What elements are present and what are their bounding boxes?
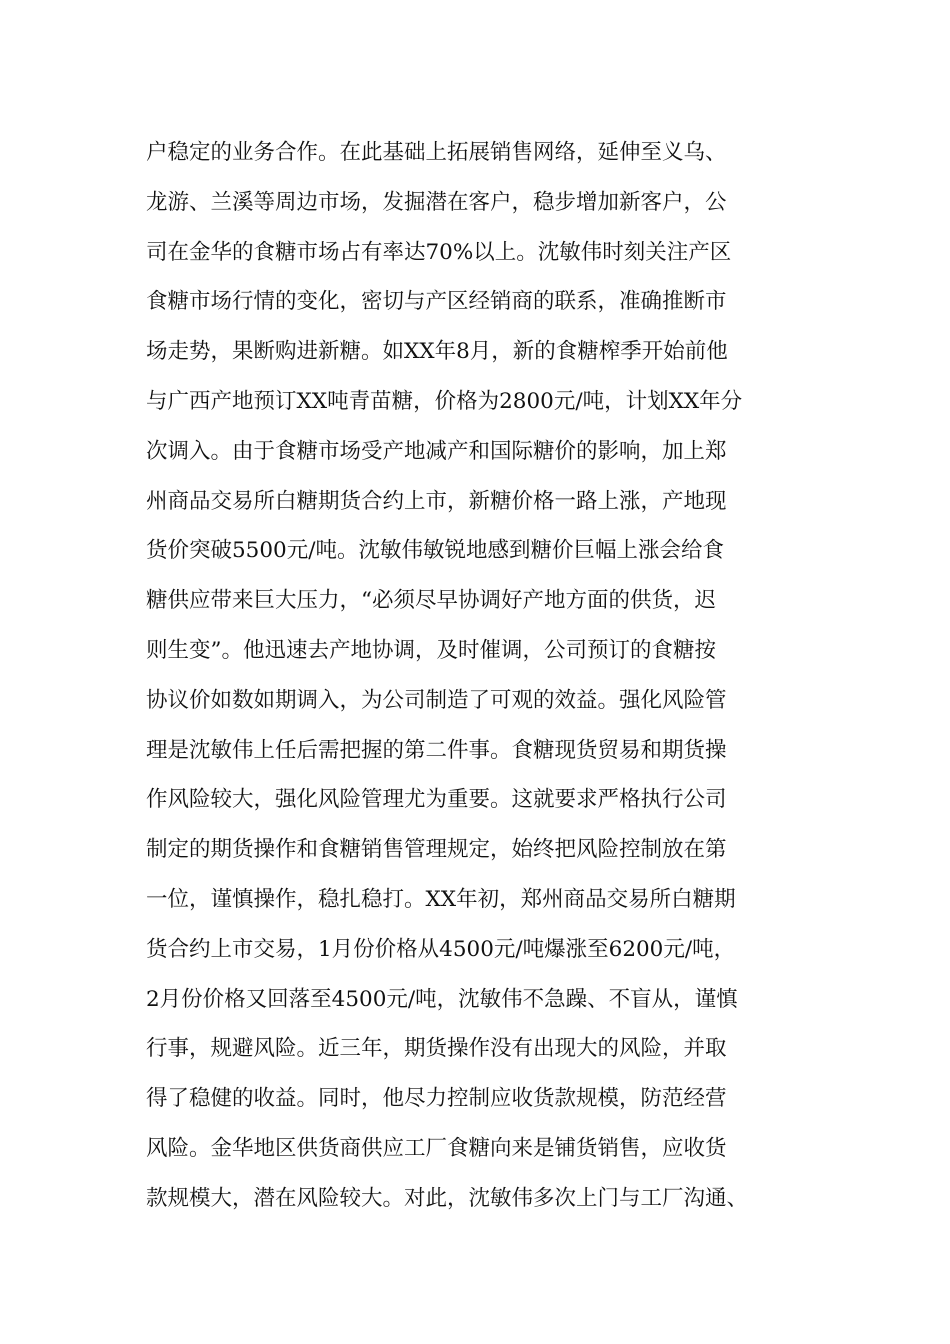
- text-line: 食糖市场行情的变化，密切与产区经销商的联系，准确推断市: [146, 289, 727, 315]
- text-line: 作风险较大，强化风险管理尤为重要。这就要求严格执行公司: [146, 787, 727, 813]
- text-line: 场走势，果断购进新糖。如XX年8月，新的食糖榨季开始前他: [146, 339, 728, 365]
- body-text: [146, 128, 826, 1224]
- text-line: 一位，谨慎操作，稳扎稳打。XX年初，郑州商品交易所白糖期: [146, 886, 736, 912]
- text-line: 与广西产地预订XX吨青苗糖，价格为2800元/吨，计划XX年分: [146, 388, 743, 414]
- text-line: 制定的期货操作和食糖销售管理规定，始终把风险控制放在第: [146, 837, 727, 863]
- text-line: 龙游、兰溪等周边市场，发掘潜在客户，稳步增加新客户，公: [146, 189, 727, 215]
- text-line: 风险。金华地区供货商供应工厂食糖向来是铺货销售，应收货: [146, 1135, 727, 1161]
- text-line: 货价突破5500元/吨。沈敏伟敏锐地感到糖价巨幅上涨会给食: [146, 538, 724, 564]
- text-line: 司在金华的食糖市场占有率达70%以上。沈敏伟时刻关注产区: [146, 239, 732, 265]
- text-line: 则生变”。他迅速去产地协调，及时催调，公司预订的食糖按: [146, 637, 716, 663]
- text-line: 州商品交易所白糖期货合约上市，新糖价格一路上涨，产地现: [146, 488, 727, 514]
- text-line: 款规模大，潜在风险较大。对此，沈敏伟多次上门与工厂沟通、: [146, 1185, 749, 1211]
- text-line: 糖供应带来巨大压力，“必须尽早协调好产地方面的供货，迟: [146, 588, 716, 614]
- text-line: 货合约上市交易，1月份价格从4500元/吨爆涨至6200元/吨，: [146, 936, 736, 962]
- text-line: 户稳定的业务合作。在此基础上拓展销售网络，延伸至义乌、: [146, 140, 727, 165]
- text-line: 次调入。由于食糖市场受产地减产和国际糖价的影响，加上郑: [146, 438, 727, 464]
- text-line: 2月份价格又回落至4500元/吨，沈敏伟不急躁、不盲从，谨慎: [146, 986, 738, 1012]
- text-line: 行事，规避风险。近三年，期货操作没有出现大的风险，并取: [146, 1036, 727, 1062]
- text-line: 得了稳健的收益。同时，他尽力控制应收货款规模，防范经营: [146, 1086, 727, 1112]
- text-line: 理是沈敏伟上任后需把握的第二件事。食糖现货贸易和期货操: [146, 737, 727, 763]
- text-line: 协议价如数如期调入，为公司制造了可观的效益。强化风险管: [146, 687, 727, 713]
